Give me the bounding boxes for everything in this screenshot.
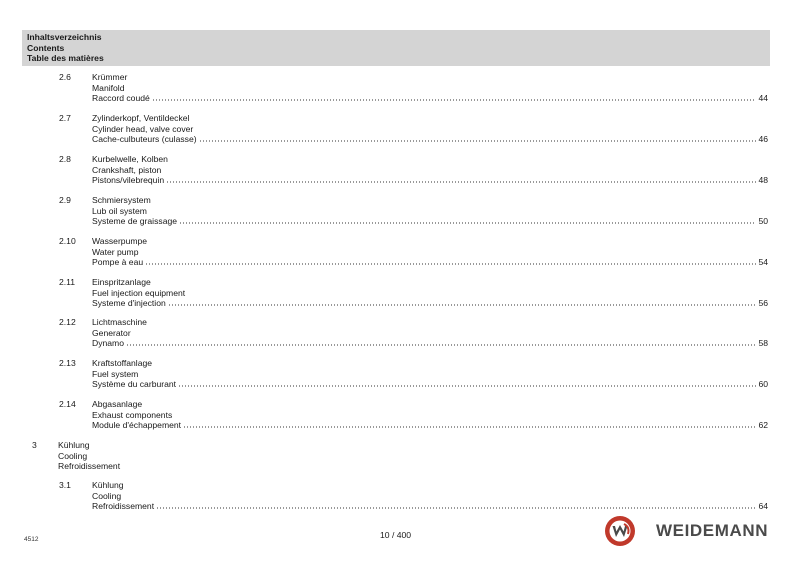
page-number: 60 bbox=[758, 379, 768, 390]
dot-leader bbox=[179, 222, 756, 224]
entry-title-fr: Refroidissement bbox=[92, 501, 155, 512]
section-number: 2.13 bbox=[59, 358, 76, 368]
dot-leader bbox=[178, 385, 756, 387]
page-number: 44 bbox=[758, 93, 768, 104]
dot-leader bbox=[166, 181, 756, 183]
entry-title-de: Wasserpumpe bbox=[92, 236, 148, 246]
dot-leader bbox=[145, 263, 756, 265]
entry-title-fr: Pistons/vilebrequin bbox=[92, 175, 165, 186]
entry-title-de: Lichtmaschine bbox=[92, 317, 147, 327]
page-indicator: 10 / 400 bbox=[380, 530, 412, 540]
entry-title-fr: Cache-culbuteurs (culasse) bbox=[92, 134, 197, 145]
page-number: 48 bbox=[758, 175, 768, 186]
chapter-number: 3 bbox=[32, 440, 37, 450]
entry-title-de: Krümmer bbox=[92, 72, 128, 82]
entry-title-en: Water pump bbox=[92, 246, 139, 257]
entry-title-en: Cylinder head, valve cover bbox=[92, 123, 194, 134]
section-number: 2.11 bbox=[59, 277, 76, 287]
entry-title-de: Schmiersystem bbox=[92, 195, 151, 205]
section-number: 2.12 bbox=[59, 317, 76, 327]
entry-title-fr: Dynamo bbox=[92, 338, 124, 349]
entry-title-fr: Module d'échappement bbox=[92, 420, 182, 431]
page-number: 62 bbox=[758, 420, 768, 431]
header-title-en: Contents bbox=[27, 42, 65, 53]
dot-leader bbox=[168, 304, 756, 306]
dot-leader bbox=[199, 140, 756, 142]
section-number: 2.6 bbox=[59, 72, 71, 82]
entry-title-de: Abgasanlage bbox=[92, 399, 143, 409]
dot-leader bbox=[126, 344, 756, 346]
page-number: 64 bbox=[758, 501, 768, 512]
entry-title-en: Cooling bbox=[92, 490, 122, 501]
entry-title-en: Generator bbox=[92, 327, 131, 338]
weidemann-logo bbox=[604, 515, 774, 549]
entry-title-en: Fuel injection equipment bbox=[92, 287, 186, 298]
entry-title-en: Exhaust components bbox=[92, 409, 173, 420]
page-number: 50 bbox=[758, 216, 768, 227]
entry-title-de: Kurbelwelle, Kolben bbox=[92, 154, 168, 164]
entry-title-en: Manifold bbox=[92, 82, 125, 93]
chapter-title-de: Kühlung bbox=[58, 440, 90, 450]
entry-title-en: Fuel system bbox=[92, 368, 139, 379]
entry-title-de: Kraftstoffanlage bbox=[92, 358, 153, 368]
chapter-title-en: Cooling bbox=[58, 450, 88, 461]
entry-title-fr: Systeme de graissage bbox=[92, 216, 178, 227]
page-number: 56 bbox=[758, 298, 768, 309]
entry-title-de: Zylinderkopf, Ventildeckel bbox=[92, 113, 190, 123]
page-number: 46 bbox=[758, 134, 768, 145]
entry-title-fr: Système du carburant bbox=[92, 379, 177, 390]
entry-title-en: Crankshaft, piston bbox=[92, 164, 162, 175]
section-number: 2.10 bbox=[59, 236, 76, 246]
entry-title-de: Einspritzanlage bbox=[92, 277, 151, 287]
brand-name: WEIDEMANN bbox=[656, 521, 769, 540]
dot-leader bbox=[152, 99, 756, 101]
entry-title-fr: Systeme d'injection bbox=[92, 298, 166, 309]
page-number: 58 bbox=[758, 338, 768, 349]
entry-title-en: Lub oil system bbox=[92, 205, 147, 216]
entry-title-fr: Raccord coudé bbox=[92, 93, 150, 104]
dot-leader bbox=[156, 507, 756, 509]
section-number: 2.14 bbox=[59, 399, 76, 409]
dot-leader bbox=[183, 426, 756, 428]
entry-title-fr: Pompe à eau bbox=[92, 257, 144, 268]
section-number: 2.8 bbox=[59, 154, 71, 164]
header-title-de: Inhaltsverzeichnis bbox=[27, 32, 102, 42]
chapter-title-fr: Refroidissement bbox=[58, 461, 121, 472]
entry-title-de: Kühlung bbox=[92, 480, 124, 490]
document-code: 4512 bbox=[24, 536, 39, 543]
page-number: 54 bbox=[758, 257, 768, 268]
section-number: 2.7 bbox=[59, 113, 71, 123]
header-title-fr: Table des matières bbox=[27, 53, 104, 64]
section-number: 3.1 bbox=[59, 480, 71, 490]
weidemann-w-icon bbox=[604, 515, 636, 547]
section-number: 2.9 bbox=[59, 195, 71, 205]
